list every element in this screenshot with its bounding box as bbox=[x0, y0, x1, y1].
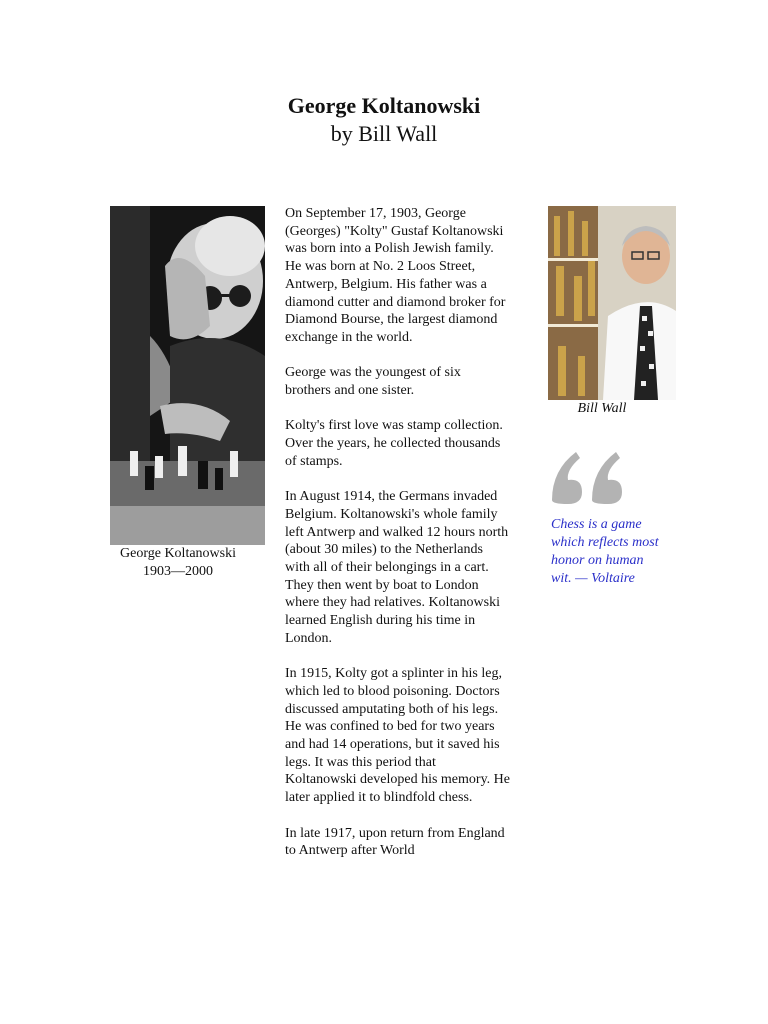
article-paragraph: In late 1917, upon return from England to Antwerp after World bbox=[285, 825, 505, 859]
left-caption-years: 1903—2000 bbox=[143, 564, 213, 579]
koltanowski-photo-drawing bbox=[110, 206, 265, 545]
left-photo-caption bbox=[104, 545, 252, 581]
article-body bbox=[285, 205, 510, 878]
article-paragraph: George was the youngest of six brothers and one sister. bbox=[285, 365, 461, 399]
article-paragraph: On September 17, 1903, George (Georges) "Kolty" Gustaf Koltanowski was born into a Polish Jewish family. He was born at No. 2 Loos Street, Antwerp, Belgium. His father was a diamond cutter and diamond broker for Diamond Bourse, the largest diamond exchange in the world. bbox=[285, 206, 506, 345]
left-caption-name: George Koltanowski bbox=[120, 546, 236, 561]
article-paragraph: In August 1914, the Germans invaded Belgium. Koltanowski's whole family left Antwerp and walked 12 hours north (about 30 miles) to the Netherlands with all of their belongings in a cart. They then went by boat to London where they had relatives. Koltanowski learned English during his time in London. bbox=[285, 489, 509, 646]
bill-wall-photo-drawing bbox=[548, 206, 676, 400]
article-paragraph: Kolty's first love was stamp collection. Over the years, he collected thousands of stamps. bbox=[285, 418, 503, 469]
right-photo-caption: Bill Wall bbox=[577, 401, 627, 416]
article-paragraph: In 1915, Kolty got a splinter in his leg, which led to blood poisoning. Doctors discussed amputating both of his legs. He was confined to bed for two years and had 14 operations, but it saved his legs. It was this period that Koltanowski developed his memory. He later applied it to blindfold chess. bbox=[285, 666, 510, 806]
koltanowski-photo bbox=[110, 206, 265, 545]
bill-wall-photo bbox=[548, 206, 676, 400]
title-block bbox=[0, 92, 768, 148]
quote-mark-icon bbox=[548, 442, 638, 512]
author-byline: by Bill Wall bbox=[330, 121, 438, 146]
quote-text: Chess is a game which reflects most honor on human wit. — Voltaire bbox=[551, 517, 659, 586]
page-title: George Koltanowski bbox=[287, 93, 481, 118]
